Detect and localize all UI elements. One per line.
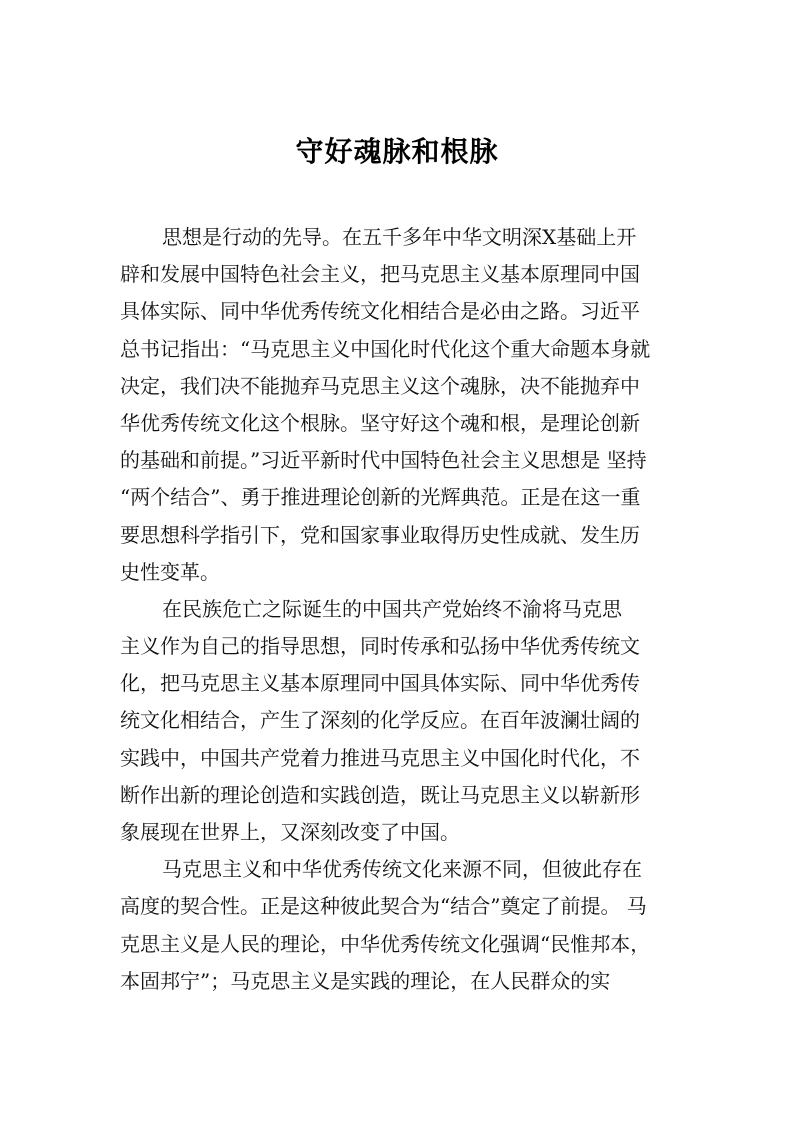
text-line: 断作出新的理论创造和实践创造，既让马克思主义以崭新形 (120, 782, 640, 807)
text-line: 克思主义是人民的理论，中华优秀传统文化强调“民惟邦本， (120, 931, 651, 956)
text-line: 在民族危亡之际诞生的中国共产党始终不渝将马克思 (162, 596, 622, 621)
document-body (120, 219, 680, 1000)
text-line: 的基础和前提。”习近平新时代中国特色社会主义思想是 坚持 (120, 448, 647, 473)
text-line: 本固邦宁”；马克思主义是实践的理论，在人民群众的实 (120, 968, 611, 993)
text-line: 实践中，中国共产党着力推进马克思主义中国化时代化，不 (120, 745, 640, 770)
text-line: 华优秀传统文化这个根脉。坚守好这个魂和根，是理论创新 (120, 410, 640, 435)
text-line: 象展现在世界上，又深刻改变了中国。 (120, 820, 460, 844)
text-line: 高度的契合性。正是这种彼此契合为“结合”奠定了前提。 马 (120, 894, 647, 919)
paragraph-1 (120, 219, 680, 591)
text-line: 史性变革。 (120, 559, 220, 584)
text-line: 统文化相结合，产生了深刻的化学反应。在百年波澜壮阔的 (120, 708, 640, 733)
paragraph-3 (120, 851, 680, 1000)
text-line: “两个结合”、勇于推进理论创新的光辉典范。正是在这一重 (120, 485, 641, 510)
text-line: 化，把马克思主义基本原理同中国具体实际、同中华优秀传 (120, 671, 640, 696)
text-line: 马克思主义和中华优秀传统文化来源不同，但彼此存在 (162, 857, 642, 882)
text-line: 思想是行动的先导。在五千多年中华文明深X基础上开 (162, 225, 637, 249)
paragraph-2 (120, 591, 680, 851)
text-line: 主义作为自己的指导思想，同时传承和弘扬中华优秀传统文 (120, 634, 640, 659)
text-line: 辟和发展中国特色社会主义，把马克思主义基本原理同中国 (120, 262, 640, 287)
text-line: 决定，我们决不能抛弃马克思主义这个魂脉，决不能抛弃中 (120, 373, 640, 398)
document-title: 守好魂脉和根脉 (295, 135, 499, 168)
text-line: 要思想科学指引下，党和国家事业取得历史性成就、发生历 (120, 522, 640, 547)
text-line: 具体实际、同中华优秀传统文化相结合是必由之路。习近平 (120, 299, 640, 324)
text-line: 总书记指出：“马克思主义中国化时代化这个重大命题本身就 (120, 336, 651, 361)
